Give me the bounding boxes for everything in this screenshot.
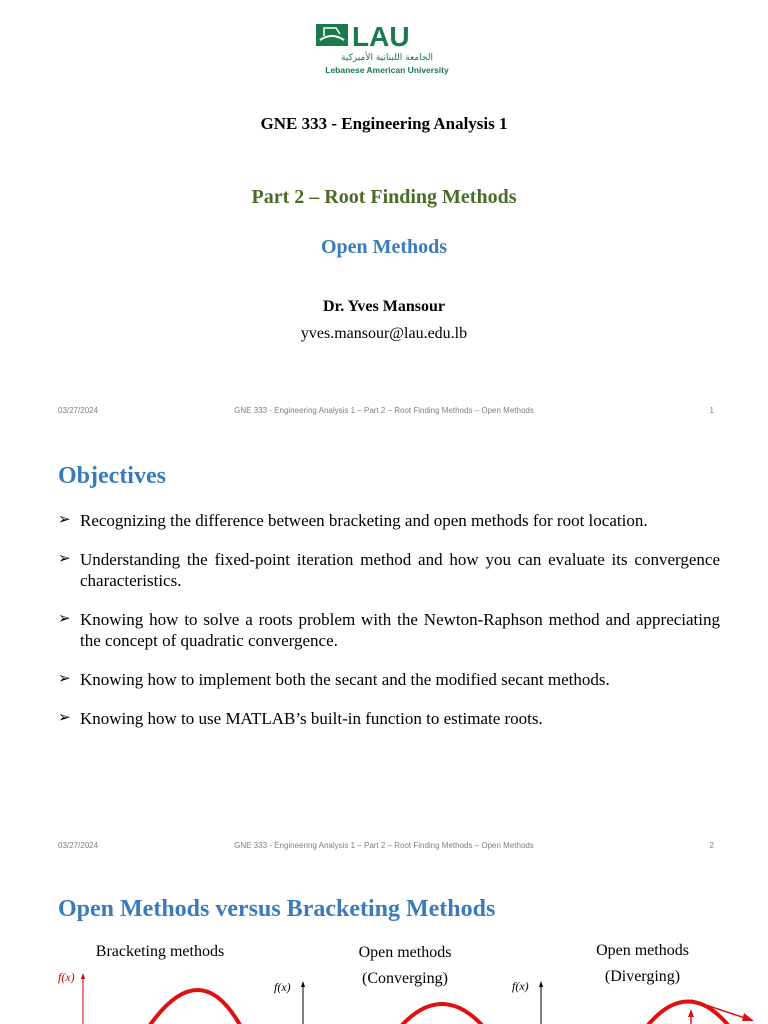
author-email: yves.mansour@lau.edu.lb bbox=[300, 325, 468, 342]
function-curve bbox=[648, 1002, 728, 1024]
y-axis-arrow-icon bbox=[81, 973, 85, 979]
tangent-arrow-icon bbox=[742, 1013, 754, 1021]
footer-page-number: 2 bbox=[709, 841, 714, 850]
y-axis-arrow-icon bbox=[301, 981, 305, 987]
bullet-arrow-icon: ➢ bbox=[58, 512, 71, 528]
panel-label-converging: Open methods (Converging) bbox=[358, 944, 452, 987]
course-title: GNE 333 - Engineering Analysis 1 bbox=[260, 114, 508, 133]
bullet-arrow-icon: ➢ bbox=[58, 710, 71, 726]
objective-item: ➢ Recognizing the difference between bracketing and open methods for root location. bbox=[58, 511, 648, 530]
footer-page-number: 1 bbox=[709, 406, 714, 415]
function-curve bbox=[150, 990, 240, 1024]
y-axis-arrow-icon bbox=[539, 981, 543, 987]
slide-3 bbox=[0, 860, 768, 1024]
slide-1 bbox=[0, 0, 768, 430]
axis-label: f(x) bbox=[58, 970, 75, 984]
section-title: Open Methods bbox=[320, 236, 448, 258]
panel-label-bracketing: Bracketing methods bbox=[95, 943, 225, 960]
axis-label: f(x) bbox=[512, 979, 529, 993]
vertical-arrow-icon bbox=[688, 1009, 694, 1017]
lau-logo-subtitle: Lebanese American University bbox=[325, 65, 449, 75]
panel-label-diverging: Open methods (Diverging) bbox=[596, 942, 689, 985]
footer-date: 03/27/2024 bbox=[58, 406, 99, 415]
bullet-arrow-icon: ➢ bbox=[58, 611, 71, 627]
footer-date: 03/27/2024 bbox=[58, 841, 99, 850]
lau-logo bbox=[312, 18, 462, 82]
author-name: Dr. Yves Mansour bbox=[323, 298, 445, 315]
objectives-title: Objectives bbox=[58, 463, 166, 489]
bullet-arrow-icon: ➢ bbox=[58, 551, 71, 567]
graph-bracketing bbox=[50, 965, 250, 1024]
comparison-title: Open Methods versus Bracketing Methods bbox=[58, 896, 496, 922]
objective-item: ➢ Knowing how to use MATLAB’s built-in function to estimate roots. bbox=[58, 709, 543, 728]
slide-2 bbox=[0, 430, 768, 860]
lau-logo-text: LAU bbox=[352, 21, 410, 52]
axis-label: f(x) bbox=[274, 980, 291, 994]
footer-title: GNE 333 - Engineering Analysis 1 – Part 2 – Root Finding Methods – Open Methods bbox=[234, 841, 534, 850]
objective-item: ➢ Knowing how to solve a roots problem with the Newton-Raphson method and appreciating the concept of quadratic convergence. bbox=[58, 610, 720, 650]
footer-title: GNE 333 - Engineering Analysis 1 – Part 2 – Root Finding Methods – Open Methods bbox=[234, 406, 534, 415]
graph-open-converging bbox=[270, 973, 500, 1024]
function-curve bbox=[402, 1004, 482, 1024]
part-title: Part 2 – Root Finding Methods bbox=[251, 186, 517, 208]
objective-item: ➢ Understanding the fixed-point iteration method and how you can evaluate its convergence characteristics. bbox=[58, 550, 720, 590]
lau-logo-arabic: الجامعة اللبنانية الأميركية bbox=[341, 53, 433, 63]
objectives-list bbox=[58, 510, 720, 747]
objective-item: ➢ Knowing how to implement both the secant and the modified secant methods. bbox=[58, 670, 610, 689]
graph-open-diverging bbox=[508, 973, 766, 1024]
bullet-arrow-icon: ➢ bbox=[58, 671, 71, 687]
